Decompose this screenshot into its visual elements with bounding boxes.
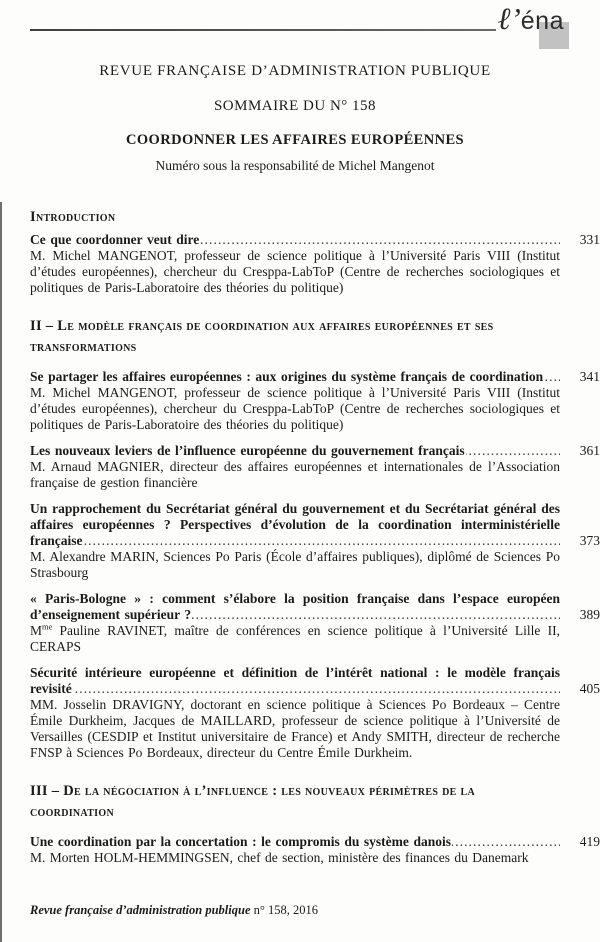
entry-author-desc — [30, 623, 560, 655]
entry-author-desc: M. Michel MANGENOT, professeur de science politique à l’Université Paris VIII (Institut d’études européennes), chercheur du Cresppa-LabToP (Centre de recherches sociologiques et politiques de Paris-Laboratoire des théories du politique) — [30, 248, 560, 295]
entry-author-desc: M. Michel MANGENOT, professeur de science politique à l’Université Paris VIII (Institut d’études européennes), chercheur du Cresppa-LabToP (Centre de recherches sociologiques et politiques de Paris-Laboratoire des théories du politique) — [30, 385, 560, 432]
toc-entry — [30, 591, 600, 655]
section-heading-introduction: Introduction — [30, 209, 116, 225]
author-title-sup: me — [42, 622, 53, 632]
journal-title: REVUE FRANÇAISE D’ADMINISTRATION PUBLIQUE — [99, 63, 491, 79]
top-rule — [30, 29, 496, 31]
entry-title: Une coordination par la concertation : le compromis du système danois — [30, 834, 451, 849]
dot-leader — [30, 681, 560, 697]
entry-title: Ce que coordonner veut dire — [30, 232, 200, 247]
toc-entry — [30, 834, 600, 866]
entry-page-number: 361 — [579, 443, 600, 458]
footer-issue-info: n° 158, 2016 — [253, 903, 319, 917]
entry-page-number: 405 — [579, 681, 600, 696]
entry-title: Sécurité intérieure européenne et définition de l’intérêt national : le modèle français revisité — [30, 665, 560, 696]
toc-entry — [30, 232, 600, 296]
author-title-abbr: M — [30, 623, 43, 638]
entry-author-desc: M. Morten HOLM-HEMMINGSEN, chef de section, ministère des finances du Danemark — [30, 850, 529, 865]
entry-page-number: 373 — [579, 533, 600, 548]
toc-section-2 — [30, 316, 600, 761]
toc-section-3 — [30, 781, 600, 866]
entry-author-desc: M. Alexandre MARIN, Sciences Po Paris (École d’affaires publiques), diplômé de Sciences Po Strasbourg — [30, 549, 560, 580]
section-heading-3: III – De la négociation à l’influence : les nouveaux périmètres de la coordination — [30, 783, 476, 820]
entry-author-desc-text: Pauline RAVINET, maître de conférences en science politique à l’Université Lille II, CERAPS — [30, 623, 560, 654]
scan-edge-artifact — [0, 202, 2, 942]
ena-logo — [498, 2, 564, 38]
page-footer — [30, 903, 318, 918]
entry-title: Les nouveaux leviers de l’influence européenne du gouvernement français — [30, 443, 465, 458]
toc-section-introduction — [30, 207, 600, 296]
toc-entry — [30, 443, 600, 491]
toc-entry — [30, 665, 600, 761]
entry-page-number: 389 — [579, 607, 600, 622]
entry-author-desc: MM. Josselin DRAVIGNY, doctorant en science politique à Sciences Po Bordeaux – Centre Émile Durkheim, Jacques de MAILLARD, professeur de science politique à l’Université de Versailles (CESDIP et Institut universitaire de France) et Andy SMITH, directeur de recherche FNSP à Sciences Po Bordeaux, directeur du Centre Émile Durkheim. — [30, 697, 560, 760]
toc-entry — [30, 369, 600, 433]
entry-title: Un rapprochement du Secrétariat général du gouvernement et du Secrétariat général des affaires européennes ? Perspectives d’évolution de la coordination interministérielle française — [30, 501, 560, 548]
entry-author-desc: M. Arnaud MAGNIER, directeur des affaires européennes et internationales de l’Association française de gestion financière — [30, 459, 560, 490]
entry-page-number: 419 — [579, 834, 600, 849]
entry-title: Se partager les affaires européennes : aux origines du système français de coordination — [30, 369, 544, 384]
dot-leader — [30, 533, 560, 549]
logo-name-text: éna — [520, 7, 564, 35]
entry-title: « Paris-Bologne » : comment s’élabore la position française dans l’espace européen d’enseignement supérieur ? — [30, 591, 560, 622]
issue-number-title: SOMMAIRE DU N° 158 — [213, 98, 377, 114]
footer-journal-name: Revue française d’administration publique — [30, 903, 251, 917]
editor-line: Numéro sous la responsabilité de Michel Mangenot — [155, 158, 435, 173]
section-heading-2: II – Le modèle français de coordination aux affaires européennes et ses transformations — [30, 318, 494, 355]
toc-entry — [30, 501, 600, 581]
logo-script-l: ℓ’ — [497, 1, 521, 36]
entry-page-number: 341 — [579, 369, 600, 384]
dossier-title: COORDONNER LES AFFAIRES EUROPÉENNES — [125, 132, 465, 148]
entry-page-number: 331 — [579, 232, 600, 247]
